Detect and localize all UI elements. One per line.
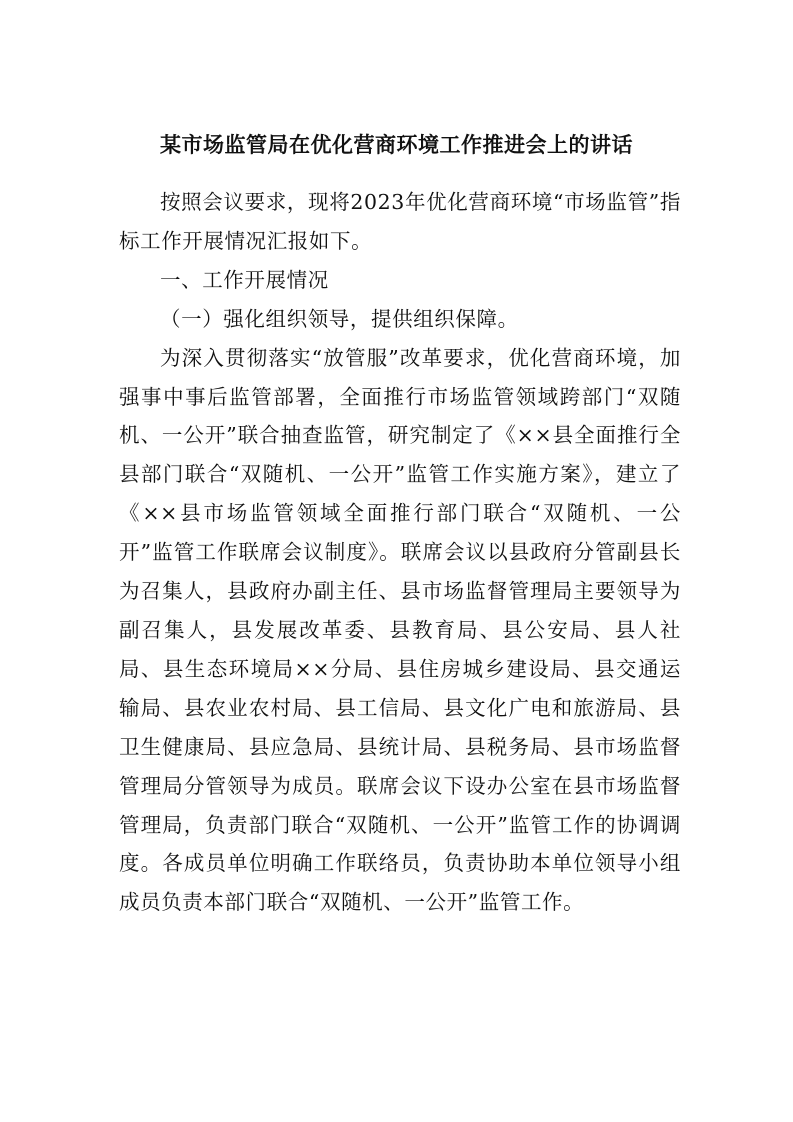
document-body: [119, 183, 681, 922]
section-heading: 一、工作开展情况: [160, 267, 329, 292]
subsection-heading: （一）强化组织领导，提供组织保障。: [160, 306, 519, 331]
intro-paragraph: 按照会议要求，现将2023年优化营商环境“市场监管”指标工作开展情况汇报如下。: [119, 190, 681, 253]
document-title: 某市场监管局在优化营商环境工作推进会上的讲话: [160, 133, 633, 157]
body-paragraph: 为深入贯彻落实“放管服”改革要求，优化营商环境，加强事中事后监管部署，全面推行市场监管领域跨部门“双随机、一公开”联合抽查监管，研究制定了《××县全面推行全县部门联合“双随机、一公开”监管工作实施方案》，建立了《××县市场监管领域全面推行部门联合“双随机、一公开”监管工作联席会议制度》。联席会议以县政府分管副县长为召集人，县政府办副主任、县市场监督管理局主要领导为副召集人，县发展改革委、县教育局、县公安局、县人社局、县生态环境局××分局、县住房城乡建设局、县交通运输局、县农业农村局、县工信局、县文化广电和旅游局、县卫生健康局、县应急局、县统计局、县税务局、县市场监督管理局分管领导为成员。联席会议下设办公室在县市场监督管理局，负责部门联合“双随机、一公开”监管工作的协调调度。各成员单位明确工作联络员，负责协助本单位领导小组成员负责本部门联合“双随机、一公开”监管工作。: [119, 345, 681, 915]
